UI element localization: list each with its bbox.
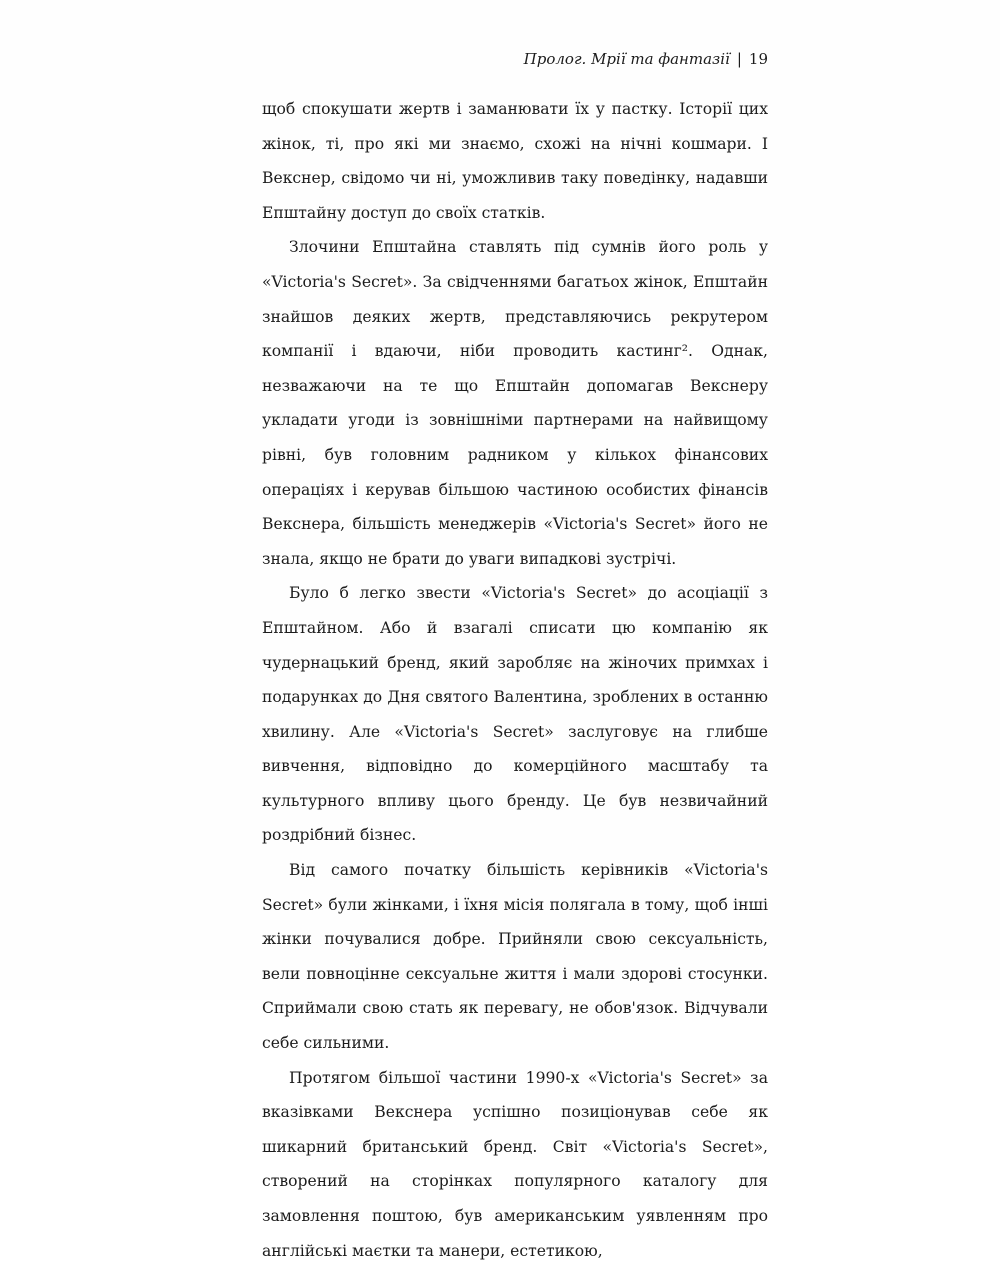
body-text — [262, 92, 768, 1268]
paragraph: Протягом більшої частини 1990-х «Victoria's Secret» за вказівками Векснера успішно позиціонував себе як шикарний британський бренд. Світ «Victoria's Secret», створений на сторінках популярного каталогу для замовлення поштою, був американським уявленням про англійські маєтки та манери, естетикою, — [262, 1068, 768, 1260]
page-number: 19 — [748, 50, 768, 68]
paragraph: Злочини Епштайна ставлять під сумнів його роль у «Victoria's Secret». За свідченнями багатьох жінок, Епштайн знайшов деяких жертв, представляючись рекрутером компанії і вдаючи, ніби проводить кастинг². Однак, незважаючи на те що Епштайн допомагав Векснеру укладати угоди із зовнішніми партнерами на найвищому рівні, був головним радником у кількох фінансових операціях і керував більшою частиною особистих фінансів Векснера, більшість менеджерів «Victoria's Secret» його не знала, якщо не брати до уваги випадкові зустрічі. — [262, 238, 768, 568]
header-separator: | — [736, 50, 742, 68]
paragraph: Від самого початку більшість керівників «Victoria's Secret» були жінками, і їхня місія полягала в тому, щоб інші жінки почувалися добре. Прийняли свою сексуальність, вели повноцінне сексуальне життя і мали здорові стосунки. Сприймали свою стать як перевагу, не обов'язок. Відчували себе сильними. — [262, 861, 768, 1053]
running-header — [262, 48, 768, 70]
paragraph-continued: щоб спокушати жертв і заманювати їх у пастку. Історії цих жінок, ті, про які ми знаємо, схожі на нічні кошмари. І Векснер, свідомо чи ні, уможливив таку поведінку, надавши Епштайну доступ до своїх статків. — [262, 100, 768, 222]
running-title: Пролог. Мрії та фантазії — [523, 50, 730, 68]
paragraph: Було б легко звести «Victoria's Secret» до асоціації з Епштайном. Або й взагалі списати цю компанію як чудернацький бренд, який заробляє на жіночих примхах і подарунках до Дня святого Валентина, зроблених в останню хвилину. Але «Victoria's Secret» заслуговує на глибше вивчення, відповідно до комерційного масштабу та культурного впливу цього бренду. Це був незвичайний роздрібний бізнес. — [262, 584, 768, 845]
